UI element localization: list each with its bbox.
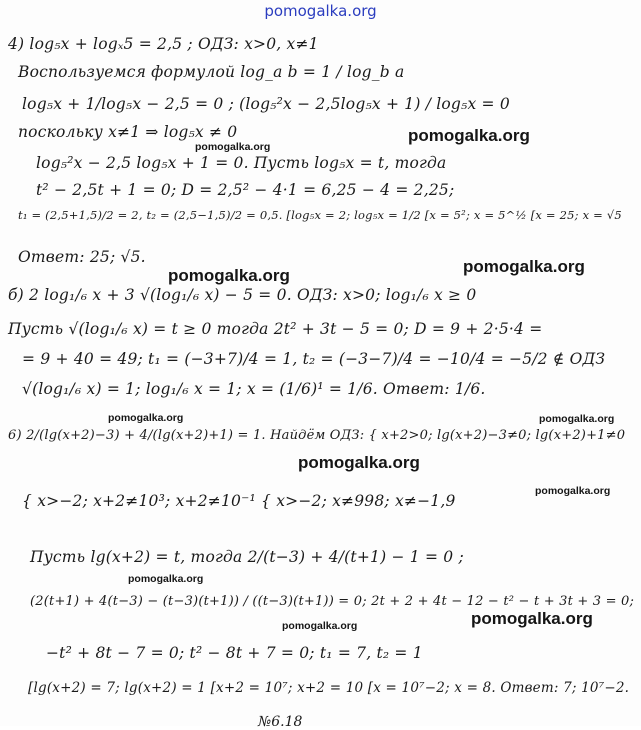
line-6-odz: { x>−2; x+2≠10³; x+2≠10⁻¹ { x>−2; x≠998; x≠−1,9: [22, 492, 456, 510]
line-b-equation: б) 2 log₁/₆ x + 3 √(log₁/₆ x) − 5 = 0. ОДЗ: x>0; log₁/₆ x ≥ 0: [8, 286, 477, 304]
line-answer-4: Ответ: 25; √5.: [18, 248, 146, 266]
line-let-t: log₅²x − 2,5 log₅x + 1 = 0. Пусть log₅x = t, тогда: [36, 154, 447, 172]
watermark-logo: pomogalka.org: [168, 266, 290, 285]
line-discriminant: t² − 2,5t + 1 = 0; D = 2,5² − 4·1 = 6,25 − 4 = 2,25;: [36, 181, 455, 199]
site-header: pomogalka.org: [264, 2, 377, 20]
line-b-roots: = 9 + 40 = 49; t₁ = (−3+7)/4 = 1, t₂ = (−3−7)/4 = −10/4 = −5/2 ∉ ОДЗ: [22, 350, 606, 368]
line-6-combined: (2(t+1) + 4(t−3) − (t−3)(t+1)) / ((t−3)(t+1)) = 0; 2t + 2 + 4t − 12 − t² − t + 3t + 3 = 0;: [30, 594, 635, 609]
line-b-answer: √(log₁/₆ x) = 1; log₁/₆ x = 1; x = (1/6)¹ = 1/6. Ответ: 1/6.: [22, 380, 486, 398]
watermark-logo: pomogalka.org: [128, 573, 204, 585]
line-6-quadratic: −t² + 8t − 7 = 0; t² − 8t + 7 = 0; t₁ = 7, t₂ = 1: [46, 644, 423, 662]
line-since: поскольку x≠1 ⇒ log₅x ≠ 0: [18, 123, 238, 141]
line-b-let-t: Пусть √(log₁/₆ x) = t ≥ 0 тогда 2t² + 3t − 5 = 0; D = 9 + 2·5·4 =: [8, 320, 543, 338]
page-number: №6.18: [258, 714, 303, 730]
watermark-logo: pomogalka.org: [408, 126, 530, 145]
watermark-logo: pomogalka.org: [539, 413, 615, 425]
line-substitution: log₅x + 1/log₅x − 2,5 = 0 ; (log₅²x − 2,5log₅x + 1) / log₅x = 0: [22, 95, 510, 113]
line-6-answer: [lg(x+2) = 7; lg(x+2) = 1 [x+2 = 10⁷; x+2 = 10 [x = 10⁷−2; x = 8. Ответ: 7; 10⁷−2.: [28, 680, 630, 696]
watermark-logo: pomogalka.org: [471, 609, 593, 628]
watermark-logo: pomogalka.org: [535, 485, 611, 497]
line-6-equation: 6) 2/(lg(x+2)−3) + 4/(lg(x+2)+1) = 1. Найдём ОДЗ: { x+2>0; lg(x+2)−3≠0; lg(x+2)+1≠0: [8, 428, 626, 443]
watermark-logo: pomogalka.org: [108, 412, 184, 424]
watermark-logo: pomogalka.org: [195, 141, 271, 153]
watermark-logo: pomogalka.org: [282, 620, 358, 632]
watermark-logo: pomogalka.org: [298, 453, 420, 472]
line-6-let-t: Пусть lg(x+2) = t, тогда 2/(t−3) + 4/(t+1) − 1 = 0 ;: [30, 548, 464, 566]
line-formula: Воспользуемся формулой log_a b = 1 / log_b a: [18, 63, 405, 81]
watermark-logo: pomogalka.org: [463, 257, 585, 276]
line-roots: t₁ = (2,5+1,5)/2 = 2, t₂ = (2,5−1,5)/2 = 0,5. [log₅x = 2; log₅x = 1/2 [x = 5²; x = 5^½ [x = 25; x = √5: [18, 208, 622, 222]
line-4-equation: 4) log₅x + logₓ5 = 2,5 ; ОДЗ: x>0, x≠1: [8, 35, 319, 53]
